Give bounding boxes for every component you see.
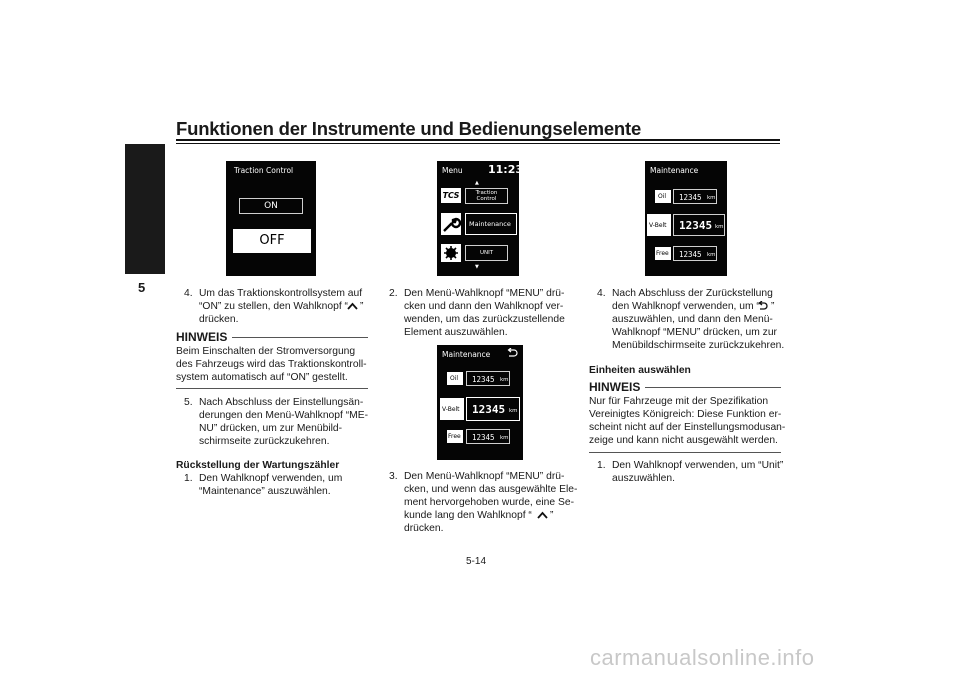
chapter-tab — [125, 144, 165, 274]
vbelt-counter: 12345 km — [673, 214, 725, 236]
free-label: Free — [655, 247, 671, 260]
chapter-number: 5 — [138, 280, 146, 295]
back-arrow-icon — [506, 348, 518, 359]
wrench-icon — [441, 213, 461, 235]
clock: 11:23 — [488, 163, 524, 176]
oil-counter: 12345 km — [673, 189, 717, 204]
scroll-down-icon: ▼ — [475, 264, 479, 270]
oil-label: Oil — [447, 372, 463, 385]
menu-item-maintenance: Maintenance — [465, 213, 517, 235]
scroll-up-icon: ▲ — [475, 180, 479, 186]
step-5-exit: 5. Nach Abschluss der Einstellungsän- derungen den Menü-Wahlknopf “ME- NU” drücken, um zur Menübild- schirmseite zurückzukehren. — [184, 397, 369, 447]
step-3-reset: 3. Den Menü-Wahlknopf “MENU” drü- cken, und wenn das ausgewählte Ele- ment hervorgehoben wurde, eine Se- kunde lang den Wahlknopf “ ” drücken. — [389, 471, 578, 534]
step-4-traction: 4. Um das Traktionskontrollsystem auf “ON” zu stellen, den Wahlknopf “ ” drücken. — [184, 288, 364, 325]
note-heading: HINWEIS — [589, 380, 641, 394]
page-number: 5-14 — [466, 556, 487, 567]
section-heading-reset: Rückstellung der Wartungszähler — [176, 460, 340, 471]
chevron-up-icon — [347, 302, 358, 310]
screen-title: Maintenance — [442, 350, 491, 359]
vbelt-label: V-Belt — [440, 398, 464, 420]
note-heading: HINWEIS — [176, 330, 228, 344]
note-text: Beim Einschalten der Stromversorgung des Fahrzeugs wird das Traktionskontroll- system automatisch auf “ON” gestellt. — [176, 346, 367, 384]
oil-label: Oil — [655, 190, 671, 203]
screen-title: Traction Control — [234, 166, 294, 175]
traction-control-screen — [226, 161, 316, 276]
menu-item-unit: UNIT — [465, 245, 508, 261]
screen-title: Menu — [442, 166, 463, 175]
free-counter: 12345 km — [466, 429, 510, 444]
maintenance-screen-back — [645, 161, 727, 276]
title-rule-thin — [176, 143, 780, 144]
step-4-back: 4. Nach Abschluss der Zurückstellung den Wahlknopf verwenden, um “ ” auszuwählen, und dann den Menü- Wahlknopf “MENU” drücken, um zur Menübildschirmseite zurückzukehren. — [597, 288, 785, 351]
oil-counter: 12345 km — [466, 371, 510, 386]
menu-item-traction-control: Traction Control — [465, 188, 508, 204]
free-counter: 12345 km — [673, 246, 717, 261]
maintenance-screen — [437, 345, 523, 460]
menu-screen — [437, 161, 524, 276]
tcs-icon: TCS — [441, 188, 461, 203]
page-title: Funktionen der Instrumente und Bedienungselemente — [176, 118, 642, 139]
note-text: Nur für Fahrzeuge mit der Spezifikation Vereinigtes Königreich: Diese Funktion er- scheint nicht auf der Einstellungsmodusan- zeige und kann nicht ausgewählt werden. — [589, 396, 786, 447]
note-rule — [645, 387, 781, 388]
free-label: Free — [447, 430, 463, 443]
chevron-up-icon — [537, 511, 548, 519]
note-end-rule — [176, 388, 368, 389]
note-rule — [232, 337, 368, 338]
step-1-unit: 1. Den Wahlknopf verwenden, um “Unit” auszuwählen. — [597, 460, 784, 484]
off-option-selected: OFF — [233, 229, 311, 253]
note-end-rule — [589, 452, 781, 453]
step-1-maintenance: 1. Den Wahlknopf verwenden, um “Maintenance” auszuwählen. — [184, 473, 343, 497]
back-arrow-icon — [757, 301, 768, 311]
on-option: ON — [239, 198, 303, 214]
title-rule — [176, 139, 780, 141]
screen-title: Maintenance — [650, 166, 699, 175]
vbelt-label: V-Belt — [647, 214, 671, 236]
vbelt-counter-selected: 12345 km — [466, 397, 520, 421]
step-2-select: 2. Den Menü-Wahlknopf “MENU” drü- cken und dann den Wahlknopf ver- wenden, um das zurückzustellende Element auszuwählen. — [389, 288, 565, 338]
gear-icon — [441, 244, 461, 262]
watermark: carmanualsonline.info — [590, 645, 815, 670]
section-heading-units: Einheiten auswählen — [589, 365, 691, 376]
